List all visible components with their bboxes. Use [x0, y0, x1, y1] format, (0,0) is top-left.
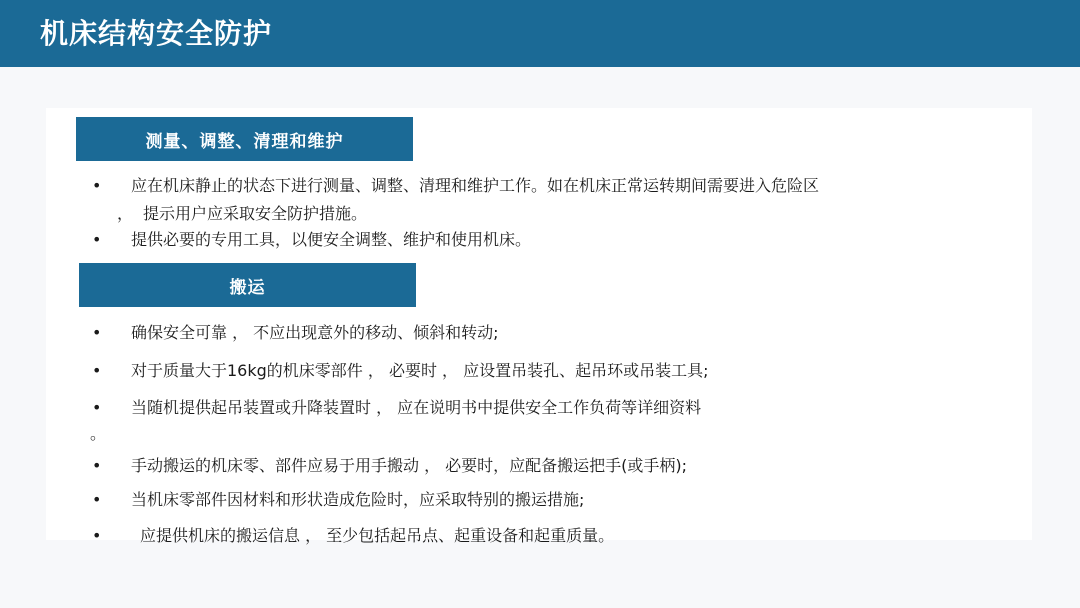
transport-item-3-continuation: 。: [90, 424, 107, 443]
bullet-icon: •: [92, 456, 102, 475]
maintenance-item-1-line-2: 提示用户应采取安全防护措施。: [143, 204, 368, 223]
maintenance-item-1-comma: ，: [117, 204, 134, 223]
bullet-icon: •: [92, 398, 102, 417]
title-bar: [0, 0, 1080, 67]
transport-item-4: 手动搬运的机床零、部件应易于用手搬动 ， 必要时，应配备搬运把手(或手柄);: [131, 456, 688, 475]
maintenance-item-1-line-1: 应在机床静止的状态下进行测量、调整、清理和维护工作。如在机床正常运转期间需要进入危险区: [131, 176, 820, 195]
bullet-icon: •: [92, 490, 102, 509]
bullet-icon: •: [92, 361, 102, 380]
bullet-icon: •: [92, 323, 102, 342]
maintenance-item-2: 提供必要的专用工具，以便安全调整、维护和使用机床。: [131, 230, 532, 249]
bullet-icon: •: [92, 176, 102, 195]
section-header-transport: 搬运: [79, 263, 416, 307]
page-title: 机床结构安全防护: [40, 17, 273, 50]
transport-item-3: 当随机提供起吊装置或升降装置时 ， 应在说明书中提供安全工作负荷等详细资料: [131, 398, 702, 417]
bullet-icon: •: [92, 230, 102, 249]
transport-item-6: 应提供机床的搬运信息 ， 至少包括起吊点、起重设备和起重质量。: [140, 526, 615, 545]
transport-item-5: 当机床零部件因材料和形状造成危险时，应采取特别的搬运措施;: [131, 490, 585, 509]
bullet-icon: •: [92, 526, 102, 545]
section-header-maintenance: 测量、调整、清理和维护: [76, 117, 413, 161]
transport-item-1: 确保安全可靠 ， 不应出现意外的移动、倾斜和转动;: [131, 323, 499, 342]
transport-item-2: 对于质量大于16kg的机床零部件 ， 必要时 ， 应设置吊装孔、起吊环或吊装工具;: [131, 361, 709, 380]
